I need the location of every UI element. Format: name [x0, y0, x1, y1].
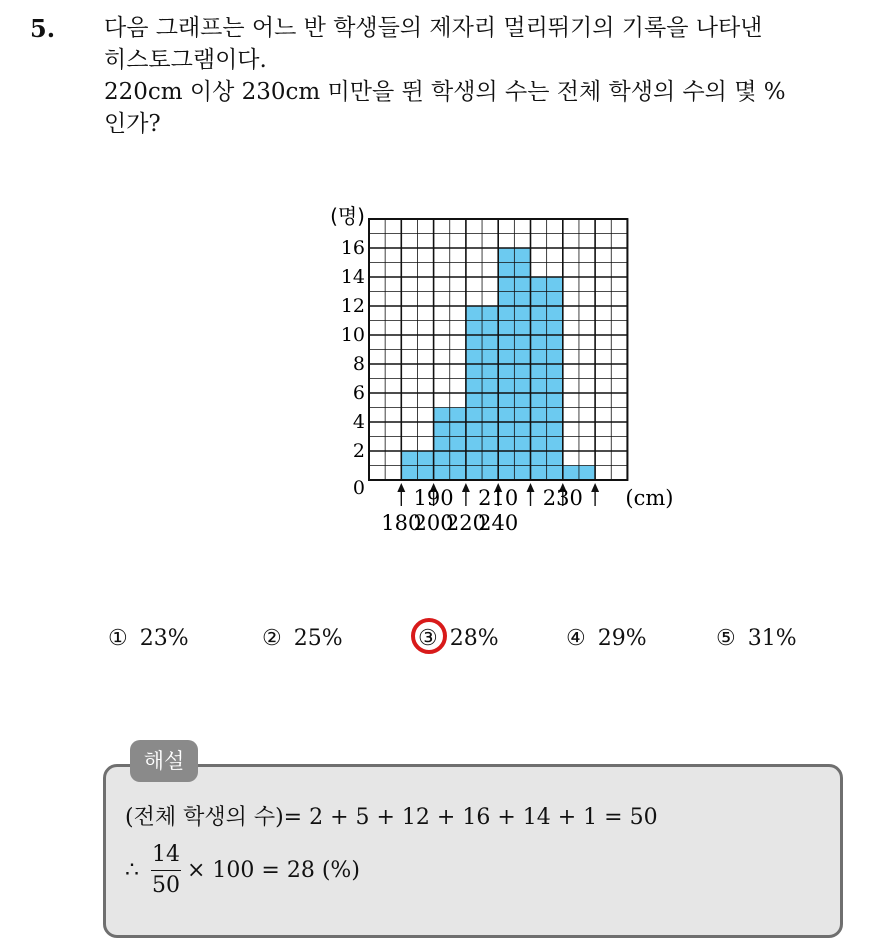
y-tick-label: 6 [352, 382, 365, 404]
y-axis-label: (명) [330, 204, 365, 228]
choice-2[interactable] [262, 626, 343, 651]
choice-text: 23% [139, 626, 189, 651]
explanation-label: 해설 [130, 740, 198, 782]
fraction-numerator: 14 [152, 842, 180, 867]
y-tick-label: 0 [352, 477, 365, 499]
question-line: 히스토그램이다. [104, 47, 267, 73]
choice-5[interactable] [716, 626, 797, 651]
arrow-up-icon [591, 483, 599, 492]
arrow-up-icon [397, 483, 405, 492]
percent-computation: × 100 = 28 (%) [187, 858, 360, 883]
fraction [151, 842, 181, 899]
therefore-symbol: ∴ [125, 858, 139, 883]
question-text [104, 12, 864, 140]
y-tick-label: 16 [340, 237, 365, 259]
explanation-line-total: (전체 학생의 수)= 2 + 5 + 12 + 16 + 14 + 1 = 50 [125, 805, 658, 830]
x-tick-label-upper: 190 [413, 486, 454, 510]
y-tick-label: 8 [352, 353, 365, 375]
question-number: 5. [30, 14, 56, 43]
x-tick-label-lower: 240 [478, 511, 519, 535]
fraction-denominator: 50 [152, 873, 180, 898]
x-axis-label: (cm) [625, 486, 674, 510]
y-tick-label: 12 [340, 295, 365, 317]
arrow-up-icon [527, 483, 535, 492]
choice-mark: ② [262, 626, 282, 651]
x-tick-label-lower: 220 [445, 511, 486, 535]
choice-text: 25% [293, 626, 343, 651]
arrow-up-icon [462, 483, 470, 492]
choice-mark: ③ [418, 626, 438, 651]
y-tick-label: 14 [340, 266, 365, 288]
x-tick-label-lower: 180 [381, 511, 422, 535]
choice-3[interactable] [418, 626, 499, 651]
y-tick-label: 2 [352, 440, 365, 462]
question-line: 인가? [104, 111, 161, 137]
x-tick-label-upper: 210 [478, 486, 519, 510]
fraction-bar [151, 870, 181, 871]
question-line: 220cm 이상 230cm 미만을 뛴 학생의 수는 전체 학생의 수의 몇 % [104, 79, 786, 105]
histogram-chart [320, 195, 674, 540]
answer-choices [108, 626, 828, 666]
choice-1[interactable] [108, 626, 189, 651]
explanation-box [103, 764, 843, 938]
selected-answer-circle-icon [411, 618, 447, 654]
choice-mark: ⑤ [716, 626, 736, 651]
y-tick-label: 10 [340, 324, 365, 346]
choice-4[interactable] [566, 626, 647, 651]
choice-mark: ① [108, 626, 128, 651]
choice-mark: ④ [566, 626, 586, 651]
question-line: 다음 그래프는 어느 반 학생들의 제자리 멀리뛰기의 기록을 나타낸 [104, 15, 763, 41]
x-tick-label-lower: 200 [413, 511, 454, 535]
choice-text: 31% [747, 626, 797, 651]
choice-text: 29% [597, 626, 647, 651]
choice-text: 28% [449, 626, 499, 651]
x-tick-label-upper: 230 [542, 486, 583, 510]
y-tick-label: 4 [352, 411, 365, 433]
